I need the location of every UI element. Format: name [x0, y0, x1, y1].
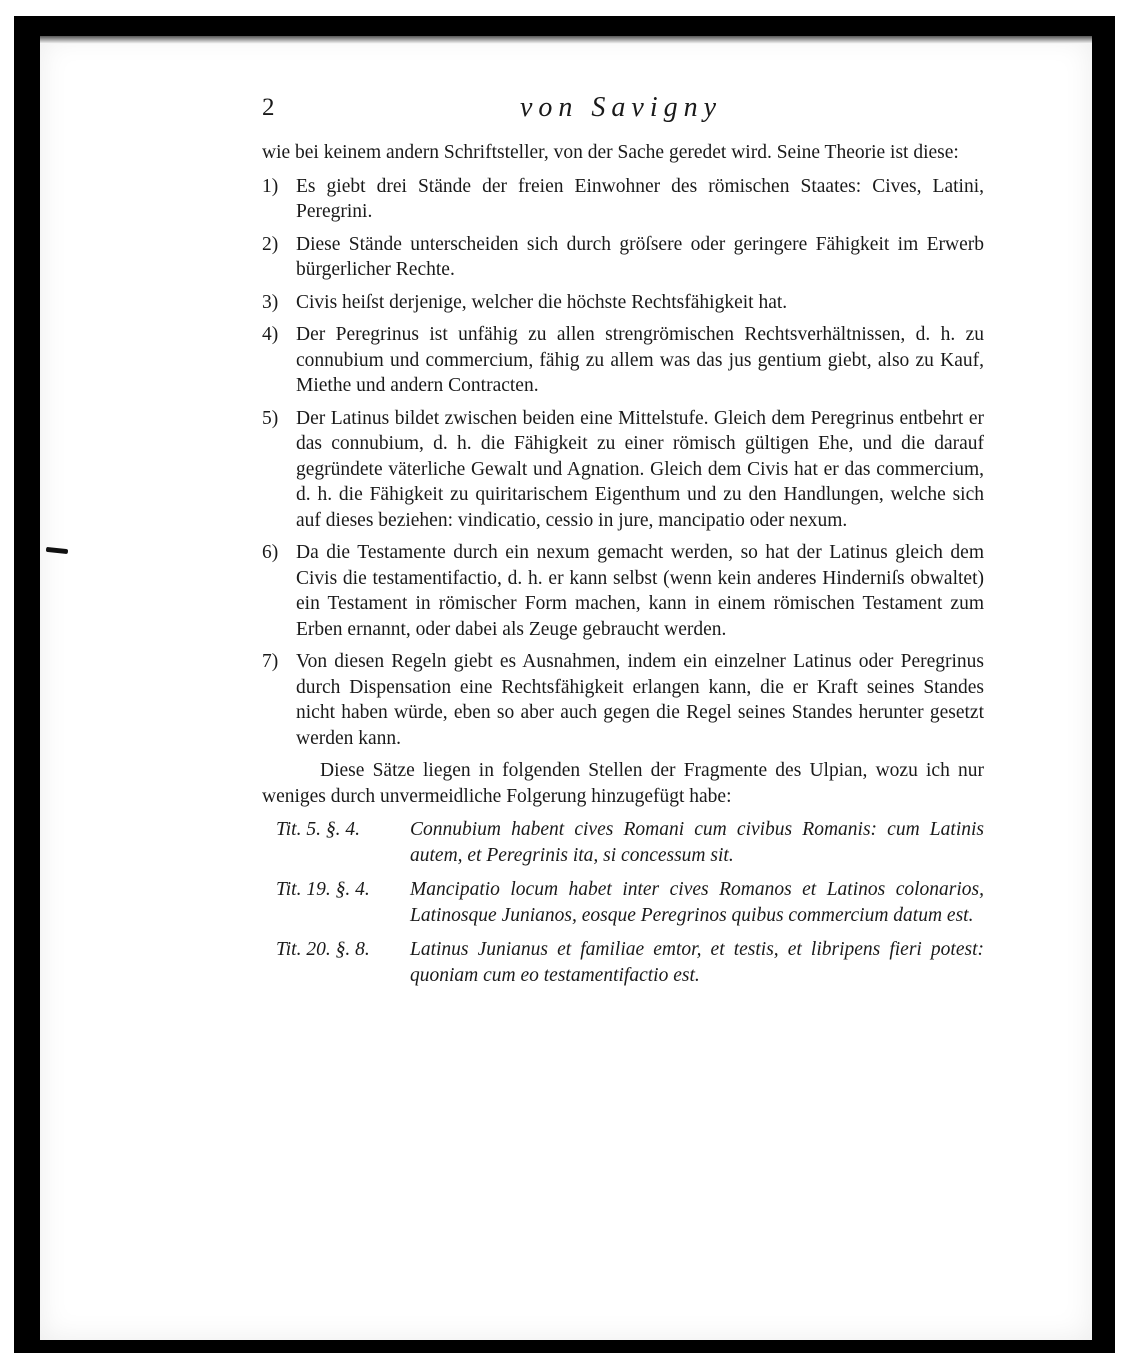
- body-paragraph: Diese Sätze liegen in folgenden Stellen der Fragmente des Ulpian, wozu ich nur weniges durch unvermeidliche Folgerung hinzugefügt habe:: [262, 760, 984, 807]
- list-item: [262, 406, 984, 534]
- list-item: [262, 322, 984, 399]
- item-text: Von diesen Regeln giebt es Ausnahmen, indem ein einzelner Latinus oder Peregrinus durch Dispensation eine Rechtsfähigkeit erlangen kann, die er Kraft seines Standes nicht haben würde, eben so aber auch gegen die Regel seines Standes herunter gesetzt werden kann.: [296, 651, 984, 749]
- page-body: [262, 140, 984, 997]
- quote-item: [262, 877, 984, 928]
- item-number: 4): [262, 324, 279, 345]
- list-item: [262, 649, 984, 751]
- running-title: von Savigny: [520, 92, 723, 123]
- quote-item: [262, 937, 984, 988]
- item-text: Der Latinus bildet zwischen beiden eine Mittelstufe. Gleich dem Peregrinus entbehrt er das connubium, d. h. die Fähigkeit zu einer römisch gültigen Ehe, und die darauf gegründete väterliche Gewalt und Agnation. Gleich dem Civis hat er das commercium, d. h. die Fähigkeit zu quiritarischem Eigenthum und zu den Handlungen, welche sich auf dieses beziehen: vindicatio, cessio in jure, mancipatio oder nexum.: [296, 407, 984, 531]
- list-item: [262, 540, 984, 642]
- item-number: 6): [262, 542, 279, 563]
- quote-text: Latinus Junianus et familiae emtor, et testis, et libripens fieri potest: quoniam cum eo testamentifactio est.: [410, 939, 984, 986]
- quote-reference: Tit. 20. §. 8.: [276, 939, 370, 960]
- item-text: Der Peregrinus ist unfähig zu allen strengrömischen Rechtsverhältnissen, d. h. zu connubium und commercium, fähig zu allem was das jus gentium giebt, also zu Kauf, Miethe und andern Contracten.: [296, 324, 984, 396]
- quote-reference: Tit. 5. §. 4.: [276, 819, 360, 840]
- item-text: Civis heiſst derjenige, welcher die höchste Rechtsfähigkeit hat.: [296, 291, 788, 313]
- quote-text: Mancipatio locum habet inter cives Romanos et Latinos colonarios, Latinosque Junianos, eosque Peregrinos quibus commercium datum est.: [410, 879, 984, 926]
- quote-item: [262, 817, 984, 868]
- list-item: [262, 232, 984, 283]
- intro-text: wie bei keinem andern Schriftsteller, von der Sache geredet wird. Seine Theorie ist diese:: [262, 142, 959, 163]
- page-number: 2: [262, 94, 275, 121]
- list-item: [262, 290, 984, 316]
- item-text: Es giebt drei Stände der freien Einwohner des römischen Staates: Cives, Latini, Peregrini.: [296, 175, 984, 222]
- item-text: Diese Stände unterscheiden sich durch gröſsere oder geringere Fähigkeit im Erwerb bürgerlicher Rechte.: [296, 233, 984, 280]
- item-number: 3): [262, 291, 279, 313]
- item-number: 5): [262, 407, 279, 429]
- item-number: 7): [262, 651, 279, 672]
- quote-reference: Tit. 19. §. 4.: [276, 879, 370, 900]
- item-number: 1): [262, 175, 279, 197]
- list-item: [262, 174, 984, 225]
- quote-text: Connubium habent cives Romani cum civibus Romanis: cum Latinis autem, et Peregrinis ita, si concessum sit.: [410, 819, 984, 866]
- page-top-edge: [40, 36, 1092, 44]
- item-number: 2): [262, 233, 279, 255]
- item-text: Da die Testamente durch ein nexum gemacht werden, so hat der Latinus gleich dem Civis die testamentifactio, d. h. er kann selbst (wenn kein anderes Hinderniſs obwaltet) ein Testament in römischer Form machen, kann in einem römischen Testament zum Erben ernannt, oder dabei als Zeuge gebraucht werden.: [296, 542, 984, 640]
